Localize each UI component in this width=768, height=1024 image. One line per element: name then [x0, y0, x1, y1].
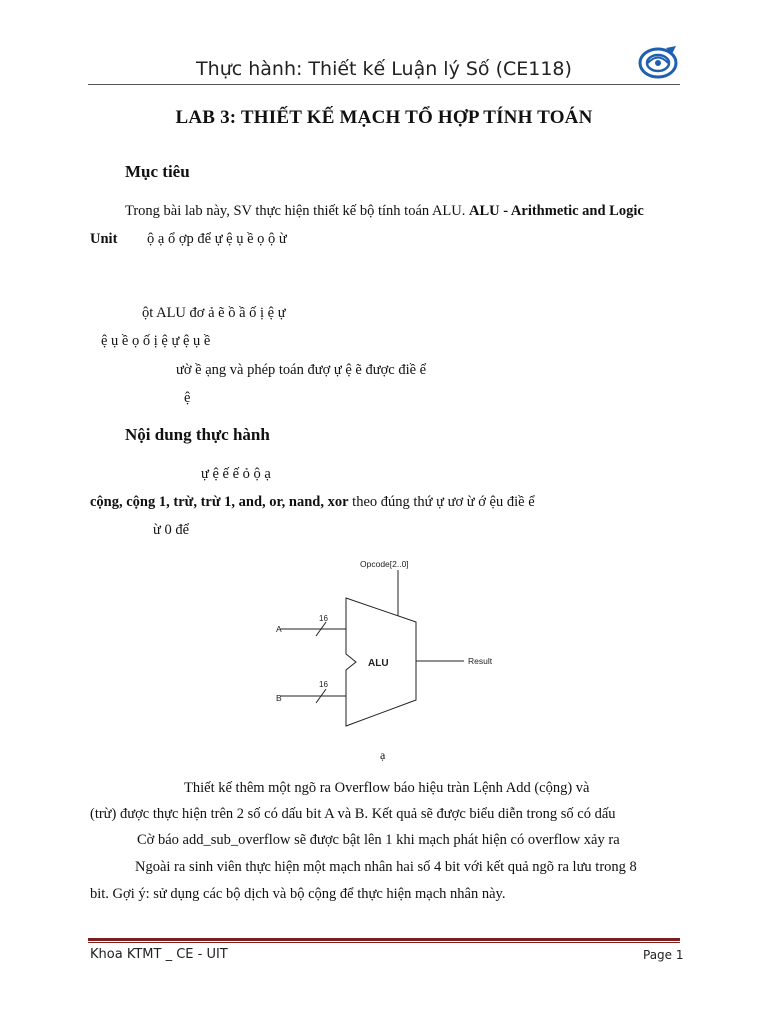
input-b-label: B [276, 693, 282, 703]
paragraph-line: ệ [184, 390, 191, 406]
header-divider [88, 84, 680, 85]
paragraph-line [90, 494, 535, 511]
paragraph-text: Trong bài lab này, SV thực hiện thiết kế bộ tính toán ALU. [125, 203, 466, 219]
alu-term-unit: Unit [90, 231, 118, 247]
paragraph-line: bit. Gợi ý: sử dụng các bộ dịch và bộ cộng để thực hiện mạch nhân này. [90, 886, 506, 902]
bus-width-a: 16 [319, 614, 328, 623]
section-heading-objectives: Mục tiêu [125, 162, 190, 181]
figure-caption: ạ [380, 748, 386, 762]
paragraph-line: ệ ụ ề ọ ố ị ệ ự ệ ụ ề [101, 333, 211, 349]
running-header-title: Thực hành: Thiết kế Luận lý Số (CE118) [196, 58, 572, 80]
footer-divider-thin [88, 942, 680, 943]
paragraph-line [125, 203, 644, 220]
alu-label: ALU [368, 658, 389, 669]
university-logo-icon [636, 44, 680, 80]
paragraph-line: ừ 0 để [153, 522, 190, 538]
paragraph-line: ườ ề ạng và phép toán đượ ự ệ ẽ được điề ể [176, 362, 427, 378]
input-a-label: A [276, 624, 282, 634]
footer-department: Khoa KTMT _ CE - UIT [90, 947, 228, 962]
paragraph-line: ự ệ ế ế ỏ ộ ạ [201, 466, 271, 482]
section-heading-content: Nội dung thực hành [125, 425, 270, 444]
paragraph-line: Thiết kế thêm một ngõ ra Overflow báo hiệu tràn Lệnh Add (cộng) và [184, 780, 590, 796]
bus-width-b: 16 [319, 680, 328, 689]
paragraph-line: Cờ báo add_sub_overflow sẽ được bật lên 1 khi mạch phát hiện có overflow xảy ra [137, 832, 620, 848]
alu-term: ALU - Arithmetic and Logic [469, 203, 644, 219]
alu-block-diagram [268, 556, 504, 740]
paragraph-text: ộ ạ ổ ợp để ự ệ ụ ề ọ ộ ừ [147, 231, 287, 247]
lab-title: LAB 3: THIẾT KẾ MẠCH TỔ HỢP TÍNH TOÁN [175, 107, 593, 128]
result-label: Result [468, 656, 493, 666]
paragraph-line: (trừ) được thực hiện trên 2 số có dấu bit A và B. Kết quả sẽ được biểu diễn trong số có dấu [90, 806, 616, 822]
paragraph-line [90, 231, 287, 248]
footer-page-number: Page 1 [643, 948, 684, 962]
footer-divider-thick [88, 938, 680, 941]
paragraph-text: theo đúng thứ ự ươ ừ ớ ệu điề ể [352, 494, 535, 510]
opcode-label: Opcode[2..0] [360, 559, 409, 569]
operation-list: cộng, cộng 1, trừ, trừ 1, and, or, nand, xor [90, 494, 349, 510]
paragraph-line: ột ALU đơ ả ẽ ồ ầ ố ị ệ ự [142, 305, 286, 321]
paragraph-line: Ngoài ra sinh viên thực hiện một mạch nhân hai số 4 bit với kết quả ngõ ra lưu trong 8 [135, 859, 637, 875]
